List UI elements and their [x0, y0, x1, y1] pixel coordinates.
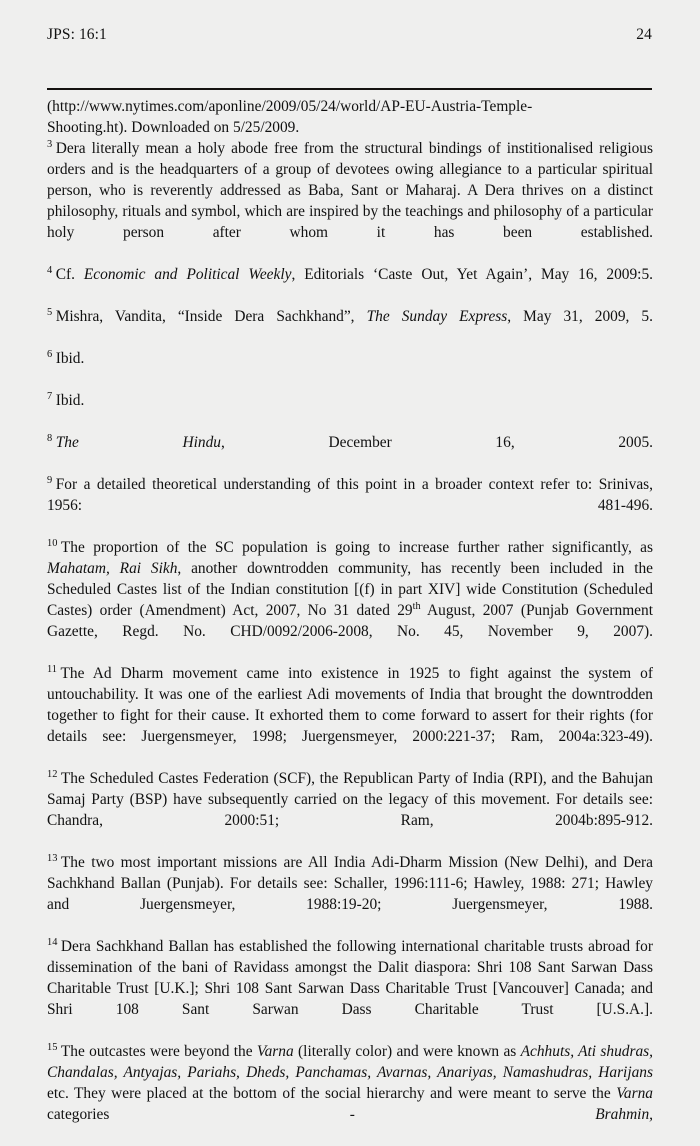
page-number: 24	[636, 26, 652, 43]
endnote-text-run: The Sunday Express	[366, 308, 508, 325]
endnote-marker: 6	[47, 348, 53, 360]
endnote-text-run: Ibid.	[55, 350, 85, 367]
endnote-text-run: Dera Sachkhand Ballan has established the following international charitable trusts abroad for dissemination of the bani of Ravidass amongst the Dalit diaspora: Shri 108 Sant Sarwan Dass Charitable Trust [U.K.]; Shri 108 Sant Sarwan Dass Charitable Trust [Vancouver] Canada; and Shri 108 Sant Sarwan Dass Charitable Trust [U.S.A.].	[47, 938, 653, 1018]
endnote-text-run: The Hindu	[55, 434, 221, 451]
endnote-text-run: (literally color) and were known as	[293, 1043, 521, 1060]
endnote-item	[47, 474, 653, 537]
endnote-item	[47, 348, 653, 390]
note-continuation-line-2: Shooting.ht). Downloaded on 5/25/2009.	[47, 119, 300, 136]
endnotes-list	[47, 96, 653, 1146]
endnote-marker: 5	[47, 306, 53, 318]
note-continuation-line-1: (http://www.nytimes.com/aponline/2009/05/24/world/AP-EU-Austria-Temple-	[47, 98, 533, 115]
endnote-text-run: Brahmin,	[595, 1106, 653, 1123]
endnote-text-run: Varna	[256, 1043, 294, 1060]
endnote-text-run: , another downtrodden community, has recently been included in the Scheduled Castes list of the Indian constitution [(f) in part XIV] wide Constitution (Scheduled Castes) order (Amendment) Act, 2007, No 31 dated 29	[47, 560, 653, 619]
endnote-text-run: The proportion of the SC population is going to increase further rather significantly, as	[60, 539, 653, 556]
endnote-text-run: Mahatam, Rai Sikh	[47, 560, 178, 577]
endnote-text-run: For a detailed theoretical understanding of this point in a broader context refer to: Srinivas, 1956: 481-496.	[47, 476, 653, 514]
endnote-text-run: , December 16, 2005.	[220, 434, 653, 451]
endnote-marker: 8	[47, 432, 53, 444]
endnote-marker: 12	[47, 768, 58, 780]
endnote-text-run: Economic and Political Weekly	[83, 266, 292, 283]
endnote-item	[47, 936, 653, 1041]
endnote-marker: 7	[47, 390, 53, 402]
endnote-item	[47, 768, 653, 852]
endnote-text-run: Ibid.	[55, 392, 85, 409]
endnote-marker: 14	[47, 936, 58, 948]
endnote-item	[47, 306, 653, 348]
endnote-text-run: The two most important missions are All India Adi-Dharm Mission (New Delhi), and Dera Sachkhand Ballan (Punjab). For details see: Schaller, 1996:111-6; Hawley, 1988: 271; Hawley and Juergensmeyer, 1988:19-20; Juergensmeyer, 1988.	[47, 854, 653, 913]
endnote-marker: 11	[47, 663, 58, 675]
running-head	[47, 26, 652, 44]
endnote-marker: 3	[47, 138, 53, 150]
endnote-marker: 15	[47, 1041, 58, 1053]
endnote-item	[47, 390, 653, 432]
endnote-item	[47, 852, 653, 936]
endnote-text-run: Varna	[616, 1085, 653, 1102]
endnote-text-run: etc. They were placed at the bottom of the social hierarchy and were meant to serve the	[47, 1085, 617, 1102]
endnote-text-run: Dera literally mean a holy abode free from the structural bindings of institionalised religious orders and is the headquarters of a group of devotees owing allegiance to a particular spiritual person, who is reverently addressed as Baba, Sant or Maharaj. A Dera thrives on a distinct philosophy, rituals and symbol, which are inspired by the teachings and philosophy of a particular holy person after whom it has been established.	[47, 140, 653, 241]
endnote-item	[47, 663, 653, 768]
endnote-text-run: The Scheduled Castes Federation (SCF), the Republican Party of India (RPI), and the Bahujan Samaj Party (BSP) have subsequently carried on the legacy of this movement. For details see: Chandra, 2000:51; Ram, 2004b:895-912.	[47, 770, 653, 829]
endnote-text-run: , May 31, 2009, 5.	[507, 308, 653, 325]
endnote-text-run: Cf.	[55, 266, 84, 283]
endnote-text-run: , Editorials ‘Caste Out, Yet Again’, May 16, 2009:5.	[291, 266, 653, 283]
endnote-item	[47, 432, 653, 474]
endnote-text-run: Achhuts, Ati shudras, Chandalas, Antyajas, Pariahs, Dheds, Panchamas, Avarnas, Anariyas, Namashudras, Harijans	[47, 1043, 653, 1081]
footnote-separator-rule	[47, 88, 652, 90]
note-continuation	[47, 96, 653, 138]
endnote-item	[47, 1041, 653, 1146]
endnote-text-run: The Ad Dharm movement came into existence in 1925 to fight against the system of untouchability. It was one of the earliest Adi movements of India that brought the downtrodden together to fight for their cause. It exhorted them to come forward to assert for their rights (for details see: Juergensmeyer, 1998; Juergensmeyer, 2000:221-37; Ram, 2004a:323-49).	[47, 665, 653, 745]
endnote-text-run: Mishra, Vandita, “Inside Dera Sachkhand”,	[55, 308, 367, 325]
endnote-marker: 10	[47, 537, 58, 549]
endnote-text-run: The outcastes were beyond the	[60, 1043, 257, 1060]
endnote-item	[47, 138, 653, 264]
endnote-text-run: th	[412, 600, 421, 612]
endnote-marker: 9	[47, 474, 53, 486]
running-head-journal: JPS: 16:1	[47, 26, 107, 43]
endnote-item	[47, 537, 653, 663]
endnote-items-host	[47, 138, 653, 1146]
endnote-marker: 4	[47, 264, 53, 276]
endnote-text-run: August, 2007 (Punjab Government Gazette, Regd. No. CHD/0092/2006-2008, No. 45, November 9, 2007).	[47, 602, 653, 640]
endnote-marker: 13	[47, 852, 58, 864]
endnote-item	[47, 264, 653, 306]
endnote-text-run: categories -	[47, 1106, 596, 1123]
